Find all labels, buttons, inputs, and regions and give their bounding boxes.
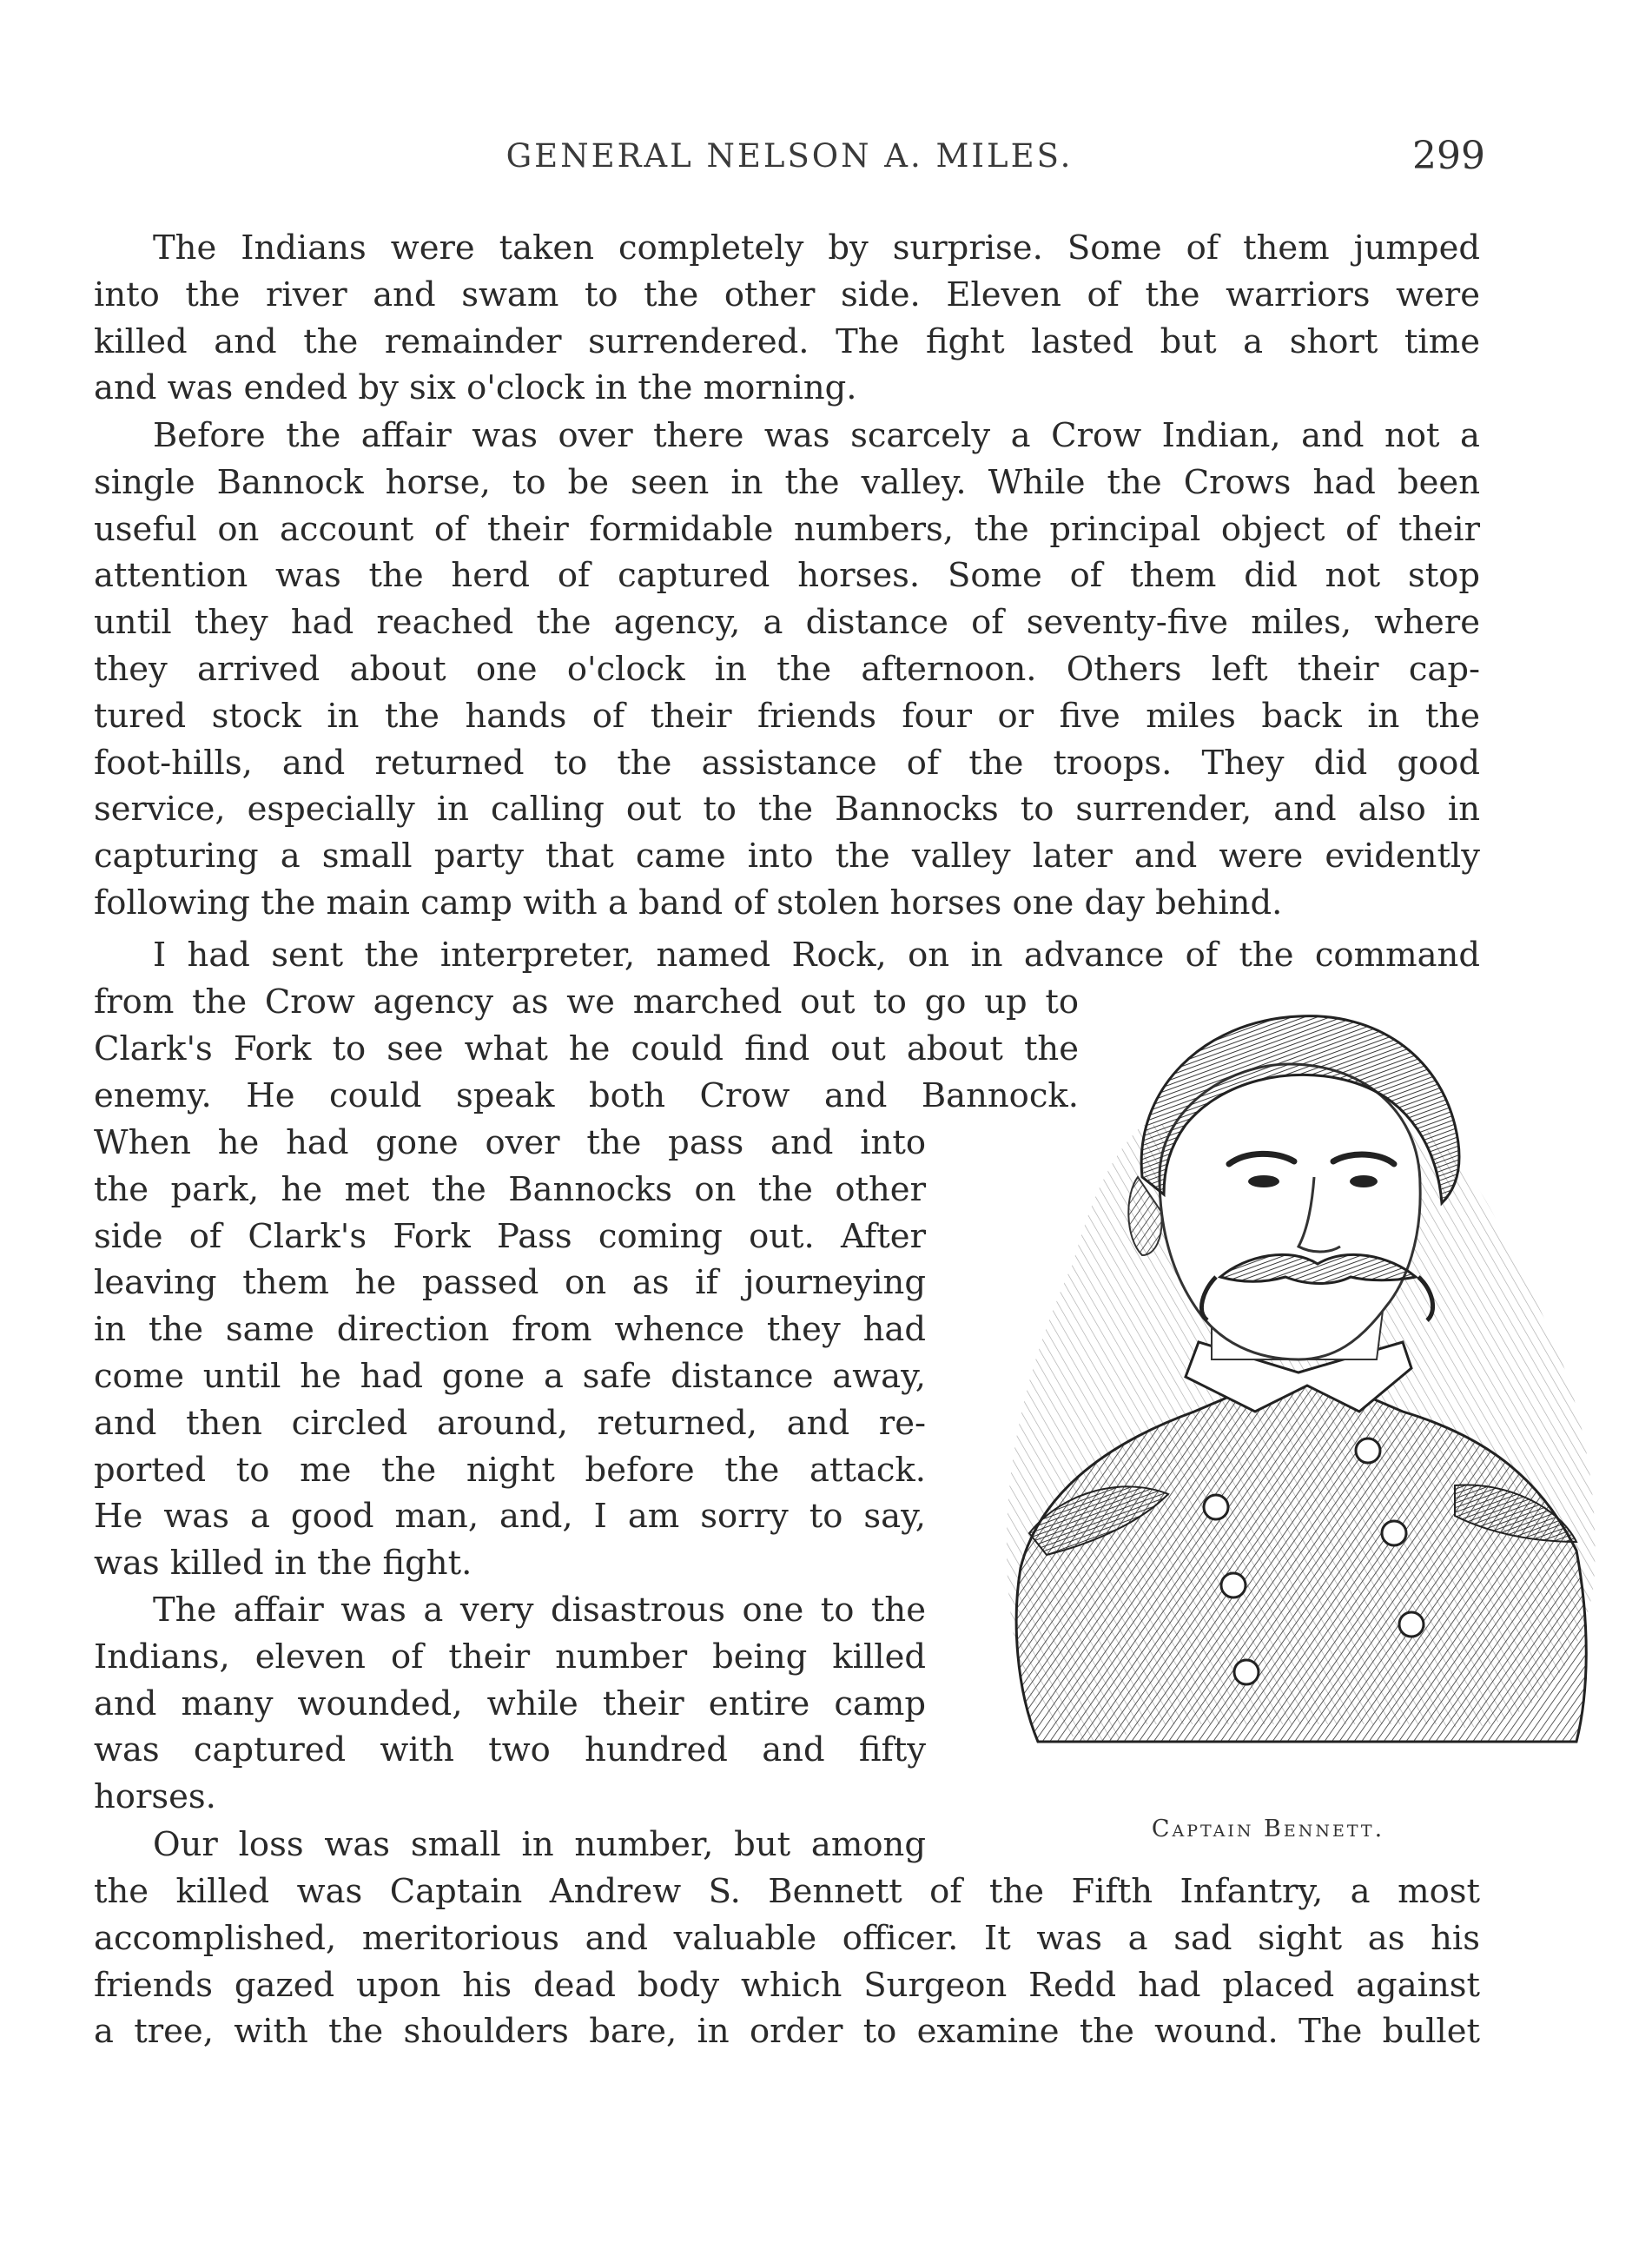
- paragraph-5: [94, 1868, 1480, 2055]
- text-line: the park, he met the Bannocks on the other: [94, 1169, 926, 1209]
- paragraph-2: [94, 413, 1480, 927]
- text-line: horses.: [94, 1777, 216, 1817]
- paragraph-5-first-line: [94, 1822, 926, 1868]
- text-line: side of Clark's Fork Pass coming out. After: [94, 1216, 926, 1256]
- captain-bennett-portrait: [968, 977, 1602, 1794]
- figure-caption: Captain Bennett.: [1151, 1816, 1385, 1842]
- text-line: until they had reached the agency, a distance of seventy-five miles, where: [94, 603, 1480, 643]
- text-line: into the river and swam to the other side. Eleven of the warriors were: [94, 274, 1480, 314]
- text-line: Indians, eleven of their number being killed: [94, 1637, 926, 1677]
- text-line: The affair was a very disastrous one to the: [153, 1591, 926, 1630]
- text-line: the killed was Captain Andrew S. Bennett of the Fifth Infantry, a most: [94, 1872, 1480, 1911]
- text-line: Before the affair was over there was scarcely a Crow Indian, and not a: [153, 416, 1480, 455]
- text-line: was killed in the fight.: [94, 1544, 472, 1584]
- text-line: single Bannock horse, to be seen in the valley. While the Crows had been: [94, 462, 1480, 502]
- text-line: and was ended by six o'clock in the morning.: [94, 368, 857, 408]
- text-line: service, especially in calling out to the Bannocks to surrender, and also in: [94, 790, 1480, 830]
- paragraph-3-mid: [94, 979, 1079, 1119]
- paragraph-1: [94, 225, 1480, 412]
- text-line: I had sent the interpreter, named Rock, on in advance of the command: [153, 936, 1480, 975]
- text-line: from the Crow agency as we marched out to go up to: [94, 982, 1079, 1022]
- paragraph-3-first-line: [94, 932, 1480, 979]
- text-line: When he had gone over the pass and into: [94, 1123, 926, 1162]
- text-line: come until he had gone a safe distance away,: [94, 1356, 926, 1396]
- text-line: accomplished, meritorious and valuable officer. It was a sad sight as his: [94, 1918, 1480, 1958]
- paragraph-3-narrow: [94, 1120, 926, 1587]
- text-line: and then circled around, returned, and re-: [94, 1403, 926, 1443]
- running-head-title: GENERAL NELSON A. MILES.: [506, 137, 1074, 175]
- text-line: Clark's Fork to see what he could find out about the: [94, 1028, 1079, 1068]
- text-line: friends gazed upon his dead body which Surgeon Redd had placed against: [94, 1965, 1480, 2005]
- text-line: was captured with two hundred and fifty: [94, 1730, 926, 1770]
- text-line: capturing a small party that came into the valley later and were evidently: [94, 837, 1480, 876]
- text-line: enemy. He could speak both Crow and Bannock.: [94, 1075, 1079, 1115]
- paragraph-4: [94, 1587, 926, 1821]
- text-line: a tree, with the shoulders bare, in order to examine the wound. The bullet: [94, 2012, 1480, 2052]
- running-head: [94, 134, 1485, 189]
- text-line: foot-hills, and returned to the assistance of the troops. They did good: [94, 743, 1480, 783]
- text-line: and many wounded, while their entire camp: [94, 1683, 926, 1723]
- text-line: useful on account of their formidable numbers, the principal object of their: [94, 509, 1480, 549]
- text-line: in the same direction from whence they had: [94, 1310, 926, 1350]
- text-line: Our loss was small in number, but among: [153, 1825, 926, 1864]
- text-line: ported to me the night before the attack.: [94, 1450, 926, 1490]
- text-line: following the main camp with a band of stolen horses one day behind.: [94, 883, 1283, 923]
- text-line: they arrived about one o'clock in the afternoon. Others left their cap-: [94, 649, 1480, 689]
- page-number: 299: [1412, 134, 1485, 178]
- text-line: killed and the remainder surrendered. The fight lasted but a short time: [94, 321, 1480, 361]
- text-line: tured stock in the hands of their friends four or five miles back in the: [94, 696, 1480, 736]
- text-line: leaving them he passed on as if journeying: [94, 1263, 926, 1303]
- text-line: attention was the herd of captured horses. Some of them did not stop: [94, 556, 1480, 596]
- text-line: The Indians were taken completely by surprise. Some of them jumped: [153, 228, 1480, 268]
- text-line: He was a good man, and, I am sorry to say,: [94, 1497, 926, 1537]
